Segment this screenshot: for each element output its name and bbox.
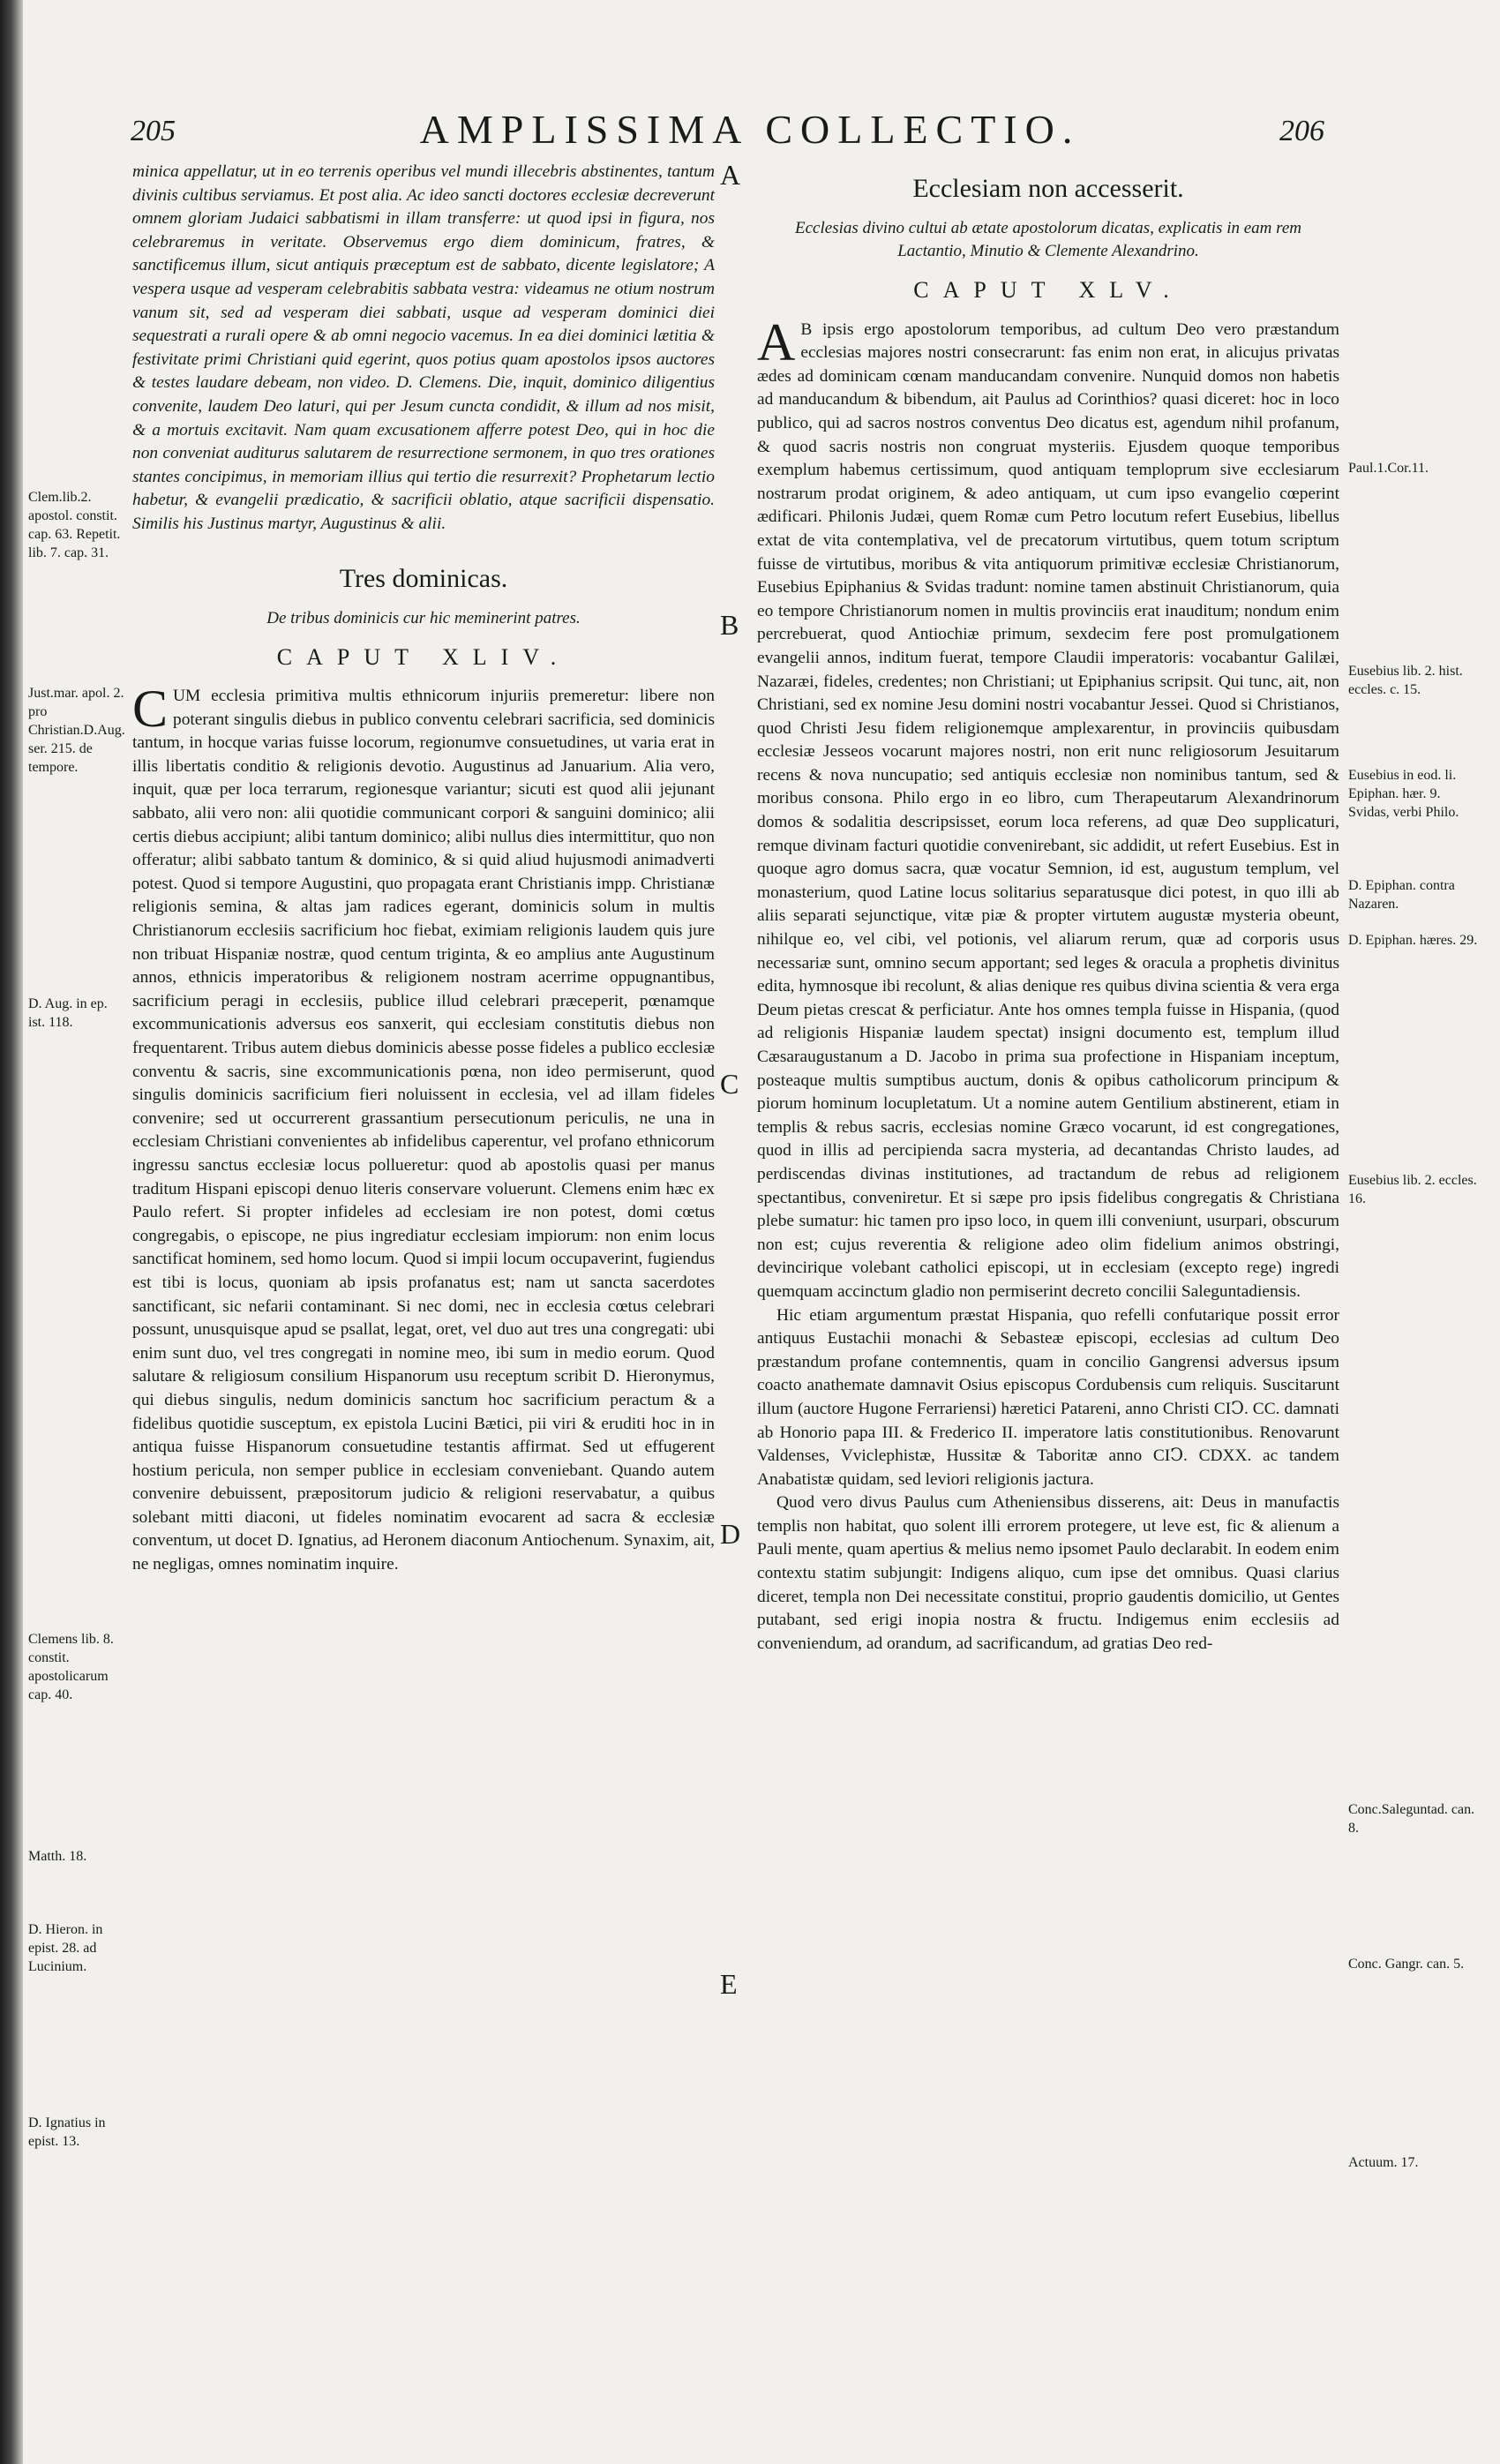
margin-note-right: Eusebius lib. 2. hist. eccles. c. 15. [1348, 664, 1463, 697]
margin-note-left: D. Ignatius in epist. 13. [28, 2115, 106, 2149]
right-chapter-heading: CAPUT XLV. [913, 277, 1183, 303]
margin-note-left: Clemens lib. 8. constit. apostolicarum cap. 40. [28, 1632, 114, 1702]
left-section-summary: De tribus dominicis cur hic meminerint patres. [266, 608, 581, 627]
left-intro-text: minica appellatur, ut in eo terrenis operibus vel mundi illecebris abstinentes, tantum divinis cultibus serviamus. Et post alia. Ac ideo sancti doctores ecclesiæ decreverunt omnem gloriam Judaici sabbatismi in illam transferre: ut quod ipsi in figura, nos celebraremus in veritate. Observemus ergo diem dominicum, fratres, & sanctificemus illum, sicut antiquis præceptum est de sabbato, dicente legislatore; A vespera usque ad vesperam celebrabitis sabbata vestra: videamus ne otium nostrum vanum sit, sed ad vesperam diei sabbati, usque ad vesperam dominici diei sequestrati a rurali opere & ab omni negocio vacemus. In ea diei dominici lætitia & festivitate primi Christiani quid egerint, quos potius quam apostolos ipsos auctores & testes laudare debeam, non video. D. Clemens. Die, inquit, dominico diligentius convenite, laudem Deo laturi, qui per Jesum cuncta condidit, & illum ad nos misit, & a mortuis excitavit. Nam quam excusationem afferre potest Deo, qui in hoc die non conveniat auditurus salutarem de resurrectione sermonem, in quo tres orationes stantes concipimus, in memoriam illius qui tertio die resurrexit? Prophetarum lectio habetur, & evangelii prædicatio, & sacrificii oblatio, atque sacrificii dispensatio. Similis his Justinus martyr, Augustinus & alii. [132, 162, 715, 533]
margin-note-left: Clem.lib.2. apostol. constit. cap. 63. Repetit. lib. 7. cap. 31. [28, 490, 121, 560]
left-dropcap: C [132, 680, 169, 739]
margin-note-left: D. Aug. in ep. ist. 118. [28, 996, 108, 1030]
left-page-number: 205 [131, 115, 176, 147]
margin-note-left: D. Hieron. in epist. 28. ad Lucinium. [28, 1922, 103, 1974]
right-page-number: 206 [1279, 115, 1324, 147]
left-column [132, 161, 715, 1577]
left-section-title: Tres dominicas. [339, 563, 508, 593]
margin-note-left: Matth. 18. [28, 1849, 87, 1864]
margin-note-right: D. Epiphan. hæres. 29. [1348, 933, 1478, 948]
right-body-paragraph-2: Hic etiam argumentum præstat Hispania, quo refelli confutarique possit error antiquus Eustachii monachi & Sebasteæ episcopi, ecclesias ad cultum Deo præstandum profane contemnentis, quam in concilio Gangrensi adversus ipsum coacto anathemate damnavit Osius episcopus Cordubensis cum reliquis. Suscitarunt illum (auctore Hugone Ferrariensi) hæretici Patareni, anno Christi CIↃ. CC. damnati ab Honorio papa III. & Frederico II. imperatore latis constitutionibus. Renovarunt Valdenses, Vviclephistæ, Hussitæ & Taboritæ anno CIↃ. CDXX. ac tandem Anabatistæ quidam, sed leviori religionis jactura. [757, 1305, 1339, 1489]
right-section-summary: Ecclesias divino cultui ab ætate apostolorum dicatas, explicatis in eam rem Lactantio, Minutio & Clemente Alexandrino. [795, 219, 1301, 260]
running-head: AMPLISSIMA COLLECTIO. [419, 107, 1081, 152]
margin-note-right: Paul.1.Cor.11. [1348, 461, 1429, 476]
right-section-title: Ecclesiam non accesserit. [912, 174, 1184, 203]
margin-note-right: Conc. Gangr. can. 5. [1348, 1957, 1465, 1972]
right-column [757, 161, 1339, 1656]
section-letter-e: E [720, 1968, 738, 2000]
right-dropcap: A [757, 312, 796, 372]
section-letter-c: C [720, 1068, 739, 1100]
book-binding-shadow [0, 0, 23, 2464]
margin-note-right: Conc.Saleguntad. can. 8. [1348, 1802, 1475, 1836]
margin-note-right: Eusebius in eod. li. Epiphan. hær. 9. Svidas, verbi Philo. [1348, 768, 1459, 820]
section-letter-b: B [720, 609, 739, 641]
right-body-paragraph-3: Quod vero divus Paulus cum Atheniensibus disserens, ait: Deus in manufactis templis non habitat, quo solent illi errorem protegere, ut leve est, fic & alienum a Pauli mente, quam apertius & melius nemo ipsomet Paulo declarabit. In eodem enim contextu statim subjungit: Indigens aliquo, cum ipse det omnibus. Quasi clarius diceret, templa non Dei necessitate constitui, proprio gaudentis domicilio, ut Gentes putabant, sed erigi inopia nostra & fructu. Indigemus enim ecclesiis ad conveniendum, ad orandum, ad sacrificandum, ad gratias Deo red- [757, 1493, 1339, 1653]
left-chapter-heading: CAPUT XLIV. [276, 643, 571, 670]
section-letter-a: A [720, 159, 741, 191]
right-chapter-body [757, 312, 1339, 1304]
section-letter-d: D [720, 1518, 741, 1550]
margin-note-left: Just.mar. apol. 2. pro Christian.D.Aug. ser. 215. de tempore. [28, 686, 125, 775]
margin-note-right: D. Epiphan. contra Nazaren. [1348, 878, 1455, 912]
right-body-text: B ipsis ergo apostolorum temporibus, ad cultum Deo vero præstandum ecclesias majores nostri consecrarunt: fas enim non erat, in alicujus privatas ædes ad dominicam cœnam manducandam convenire. Nunquid domos non habetis ad manducandum & bibendum, ait Paulus ad Corinthios? quasi diceret: hoc in loco publico, qui ad sacros nostros conventus Deo dicatus est, agendum nihil profanum, & quod sacris nostris non congruat mysteriis. Ejusdem quoque temporibus exemplum habemus certissimum, quod antiquam temploprum sive ecclesiarum nostrarum prodat originem, & adeo antiquam, ut cum ipso evangelio cœperint ædificari. Philonis Judæi, quem Romæ cum Petro locutum refert Eusebius, libellus extat de vita contemplativa, vel de precatorum virtutibus, quem totum scriptum fuisse de virtutibus, moribus & vita antiquorum primitivæ ecclesiæ Christianorum, Eusebius Epiphanius & Svidas tradunt: nomine tamen abstinuit Christianorum, quia eo tempore Christianorum nomen in multis provinciis erat inauditum; nondum enim percrebuerat, quod Antiochiæ primum, sexdecim fere post promulgationem evangelii annos, inditum fuerat, tempore Claudii imperatoris: vocabantur Galilæi, Nazaræi, fideles, credentes; non Christiani; ut Epiphanius scripsit. Qui tunc, ait, non Christiani, sed ex nomine Jesu domini nostri vocabantur Jessei. Quod si Christianos, quod Christi Jesu fidem religionemque amplexarentur, in provinciis quibusdam ecclesiæ Jesseos vocarunt majores nostri, non erit nunc religiosorum Jesuitarum recens & nova nuncupatio; sed antiquis ecclesiæ non nominibus tantum, sed & moribus consona. Philo ergo in eo libro, cum Therapeutarum Alexandrinorum domos & sodalitia descripsisset, eorum loca referens, ad quæ Deo supplicaturi, remque divinam facturi quotidie convenirebant, sic addidit, ut refert Eusebius. Est in quoque agro domus sacra, quæ vocatur Semnion, id est, augustum templum, vel monasterium, quod Latine locus solitarius separatusque dici potest, in quo illi ab aliis separati sejunctique, vitæ piæ & propter virtutem augustæ mysteria obeunt, nihilque eo, vel cibi, vel potionis, vel aliarum rerum, quæ ad corporis usus necessariæ sunt, omnino secum apportant; sed leges & oracula a prophetis divinitus edita, hymnosque ibi recolunt, & alias denique res quibus divina scientia & vera erga Deum pietas crescat & perficiatur. Ante hos omnes templa fuisse in Hispania, (quod ad religionis Hispaniæ laudem spectat) insigni documento est, templum illud Cæsaraugustanum a D. Jacobo in prima sua profectione in Hispaniam inceptum, posteaque multis sumptibus auctum, donis & opibus catholicorum principum & piorum hominum locupletatum. Ut a nomine autem Gentilium abstinerent, etiam in templis & rebus sacris, ecclesias nomine Græco vocarunt, id est congregationes, quod in illis ad percipienda sacra mysteria, ad decantandas Christo laudes, ad perdiscendas divinas institutiones, ad tractandum de rebus ad religionem spectantibus, conveniretur. Et si sæpe pro ipsis fidelibus congregatis & Christiana plebe sumatur: hic tamen pro ipso loco, in quem illi conveniunt, usurpari, obscurum non est; cujus reverentia & religione adeo olim fidelium animos obstringi, devincirique volebant catholici episcopi, ut in ecclesiam (excepto rege) ingredi quemquam accinctum gladio non permiserint decreto concilii Saleguntadiensis. [757, 319, 1339, 1301]
margin-note-right: Eusebius lib. 2. eccles. 16. [1348, 1173, 1477, 1206]
left-chapter-body [132, 680, 715, 1577]
left-body-text: UM ecclesia primitiva multis ethnicorum injuriis premeretur: libere non poterant singulis diebus in publico conventu celebrari sacrificia, sed dominicis tantum, in hocque varias fuisse locorum, regionumve consuetudines, ut varia erat in illis libertatis conditio & religionis devotio. Augustinus ad Januarium. Alia vero, inquit, quæ per loca terrarum, regionesque variantur; sicuti est quod alii jejunant sabbato, alii vero non: alii quotidie communicant corpori & sanguini dominico; alii certis diebus accipiunt; alibi tantum dominico; alibi nullus dies intermittitur, quo non offeratur; alibi sabbato tantum & dominico, & si quid aliud hujusmodi animadverti potest. Quod si tempore Augustini, quo propagata erant Christianis impp. Christianæ religionis semina, & altas jam radices egerant, dominicis solum in multis Christianorum ecclesiis sacrificium hoc fiebat, eximiam religionis laudem quis jure non tribuat Hispaniæ nostræ, quod centum triginta, & eo amplius ante Augustinum annos, ethnicis imperatoribus & religionem nostram acerrime oppugnantibus, sacrificium peragi in ecclesiis, publice illud celebrari præceperit, pœnamque excommunicationis adversus eos sanxerit, qui ecclesiam constitutis diebus non frequentarent. Tribus autem diebus dominicis abesse posse fideles a publico ecclesiæ conventu & sacris, sine excommunicationis pœna, non ideo permiserunt, quod singulis dominicis sacrificium fieri noluissent in ecclesia, vel ad illam fideles convenire; sed ut occurrerent grassantium persecutionum periculis, ne una in ecclesiam Christiani convenientes ab infidelibus caperentur, vel profano ethnicorum ingressu sanctus ecclesiæ locus pollueretur: quod ab apostolis quasi per manus traditum Hispani episcopi denuo literis conservare voluerunt. Clemens enim hæc ex Paulo refert. Si propter infideles ad ecclesiam ire non potest, domi cœtus congregabis, o episcope, ne pius ingrediatur ecclesiam impiorum: non enim locus sanctificat hominem, sed homo locum. Quod si impii locum occupaverint, fugiendus est tibi is locus, quoniam ab ipsis profanatus est; nam ut sancta sacerdotes sanctificant, sic nefarii contaminant. Si nec domi, nec in ecclesia cœtus celebrari possunt, unusquisque apud se psallat, legat, oret, vel duo aut tres una congregati: ubi enim sunt duo, vel tres congregati in nomine meo, ibi sum in medio eorum. Quod salutare & religiosum consilium Hispanorum usu receptum scribit D. Hieronymus, qui diebus singulis, nedum dominicis sanctum hoc sacrificium peractum & a fidelibus quotidie susceptum, ex epistola Lucini Bætici, pii viri & eruditi hoc in in antiqua fuisse Hispanorum consuetudine testantis affirmat. Sed ut effugerent hostium pericula, non semper publice in ecclesiam conveniebant. Quando autem convenire debuissent, præpositorum judicio & religioni reservabatur, a quibus solebant mitti diaconi, ut fideles nominatim evocarent ad sacra & ecclesiæ conventum, ut docet D. Ignatius, ad Heronem diaconum Antiochenum. Synaxim, ait, ne negligas, omnes nominatim inquire. [132, 687, 715, 1574]
margin-note-right: Actuum. 17. [1348, 2155, 1419, 2170]
